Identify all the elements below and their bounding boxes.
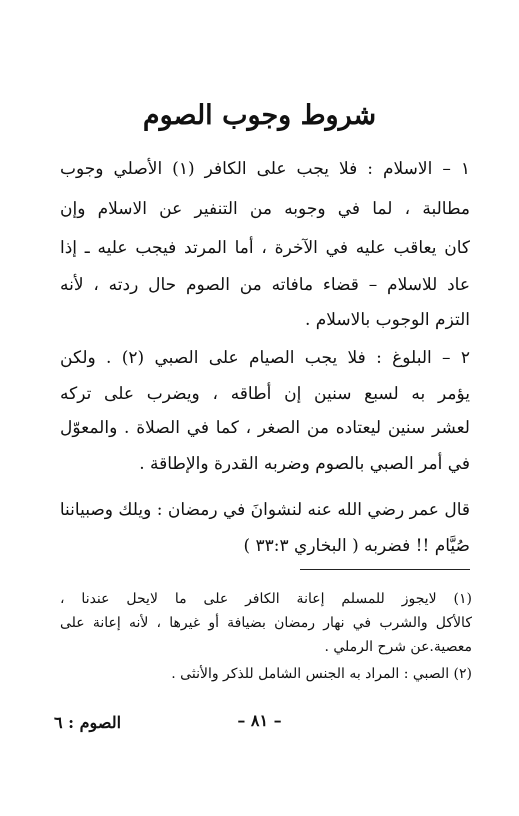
footnote-separator [300, 569, 470, 570]
paragraph-1-line-4: عاد للاسلام – قضاء مافاته من الصوم حال ردته ، لأنه [60, 275, 470, 295]
page-number: – ٨١ – [237, 711, 282, 730]
paragraph-2-line-2: يؤمر به لسبع سنين إن أطاقه ، ويضرب على تركه [60, 384, 470, 404]
page-title: شروط وجوب الصوم [142, 100, 377, 131]
footnote-1-line-1: (١) لايجوز للمسلم إعانة الكافر على ما لايحل عندنا ، [60, 591, 472, 607]
paragraph-1-line-3: كان يعاقب عليه في الآخرة ، أما المرتد فيجب عليه ـ إذا [60, 238, 470, 258]
paragraph-1-line-5: التزم الوجوب بالاسلام . [304, 310, 470, 330]
footnote-2-line-1: (٢) الصبي : المراد به الجنس الشامل للذكر والأنثى . [171, 666, 472, 682]
paragraph-2-line-4: في أمر الصبي بالصوم وضربه القدرة والإطاقة . [139, 454, 470, 474]
section-label: الصوم : ٦ [54, 713, 122, 732]
footnote-1-line-2: كالأكل والشرب في نهار رمضان بضيافة أو غيرها ، لأنه إعانة على [60, 615, 472, 631]
paragraph-2-line-1: ٢ – البلوغ : فلا يجب الصيام على الصبي (٢) . ولكن [60, 348, 470, 368]
paragraph-1-line-1: ١ – الاسلام : فلا يجب على الكافر (١) الأصلي وجوب [60, 159, 470, 179]
paragraph-1-line-2: مطالبة ، لما في وجوبه من التنفير عن الاسلام وإن [60, 199, 470, 219]
paragraph-3-line-2: صُيَّام !! فضربه ( البخاري ٣٣:٣ ) [243, 536, 470, 556]
paragraph-3-line-1: قال عمر رضي الله عنه لنشوانَ في رمضان : ويلك وصبياننا [60, 500, 470, 520]
footnote-1-line-3: معصية.عن شرح الرملي . [324, 639, 472, 655]
page-footer [0, 707, 519, 737]
paragraph-2-line-3: لعشر سنين ليعتاده من الصغر ، كما في الصلاة . والمعوّل [60, 418, 470, 438]
